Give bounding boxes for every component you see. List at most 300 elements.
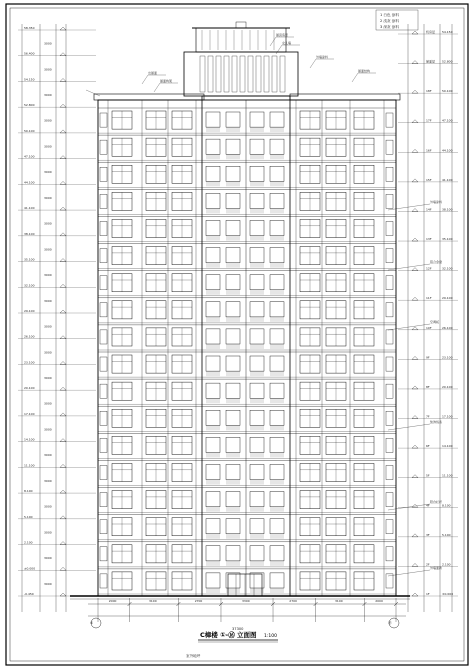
- edge-window: [386, 357, 393, 371]
- floor-height-label: 3000: [44, 144, 52, 149]
- window: [172, 328, 192, 346]
- window: [112, 138, 132, 156]
- core-window: [250, 275, 264, 290]
- window: [112, 355, 132, 373]
- edge-window: [100, 357, 107, 371]
- window: [300, 491, 320, 509]
- core-window: [206, 112, 220, 127]
- floor-height-label: 3000: [44, 221, 52, 226]
- window: [172, 463, 192, 481]
- window: [172, 436, 192, 454]
- bottom-dim-label: 2700: [289, 599, 297, 603]
- window: [172, 409, 192, 427]
- level-marker: [412, 61, 418, 64]
- bottom-dimension-lines: [88, 598, 406, 628]
- core-window: [226, 356, 240, 371]
- window: [146, 219, 166, 237]
- window: [112, 382, 132, 400]
- elevation-label: 5.100: [24, 514, 33, 519]
- window: [354, 463, 374, 481]
- left-dimension-column: [18, 24, 96, 612]
- edge-window: [100, 194, 107, 208]
- callout-leader: [86, 90, 100, 96]
- core-window: [250, 248, 264, 263]
- core-window: [250, 492, 264, 507]
- level-marker: [60, 439, 66, 442]
- level-marker: [60, 310, 66, 313]
- window: [300, 192, 320, 210]
- window: [326, 328, 346, 346]
- edge-window: [386, 167, 393, 181]
- core-window: [250, 302, 264, 317]
- core-window: [270, 329, 284, 344]
- roof-louver: [264, 56, 269, 92]
- roof-louver: [232, 56, 237, 92]
- window: [172, 219, 192, 237]
- floor-label: 13F: [426, 237, 432, 242]
- elevation-label: 8.100: [24, 489, 33, 494]
- core-window: [226, 275, 240, 290]
- floor-height-label: 3000: [44, 298, 52, 303]
- window: [112, 436, 132, 454]
- window: [354, 165, 374, 183]
- right-elevation-label: 47.100: [442, 118, 453, 123]
- window: [146, 545, 166, 563]
- bottom-dim-label: 2000: [108, 599, 117, 603]
- window: [112, 463, 132, 481]
- core-window: [250, 193, 264, 208]
- window: [354, 436, 374, 454]
- window: [112, 328, 132, 346]
- elevation-label: ±0.000: [24, 566, 36, 571]
- core-window: [270, 220, 284, 235]
- window: [112, 545, 132, 563]
- core-window: [206, 220, 220, 235]
- window: [172, 274, 192, 292]
- edge-window: [100, 384, 107, 398]
- core-window: [206, 275, 220, 290]
- axis-left-label: ①: [90, 621, 94, 625]
- edge-window: [100, 140, 107, 154]
- window: [326, 518, 346, 536]
- elevation-label: 52.800: [24, 103, 35, 108]
- window: [172, 301, 192, 319]
- core-window: [270, 546, 284, 561]
- callout-arrow: [310, 59, 316, 68]
- floor-height-label: 3000: [44, 247, 52, 252]
- core-window: [270, 356, 284, 371]
- window: [326, 165, 346, 183]
- edge-window: [100, 276, 107, 290]
- window: [146, 247, 166, 265]
- core-window: [250, 329, 264, 344]
- floor-label: 机房层: [426, 30, 436, 34]
- floor-height-label: 3000: [44, 453, 52, 458]
- right-elevation-label: 20.100: [442, 384, 453, 389]
- right-elevation-label: 17.100: [442, 414, 453, 419]
- left-cornice: [94, 94, 204, 100]
- level-marker: [412, 120, 418, 123]
- core-window: [226, 220, 240, 235]
- elevation-label: 32.100: [24, 283, 35, 288]
- window: [354, 138, 374, 156]
- level-marker: [412, 445, 418, 448]
- level-marker: [60, 413, 66, 416]
- right-elevation-label: 26.100: [442, 325, 453, 330]
- floor-label: 16F: [426, 148, 432, 153]
- window: [146, 138, 166, 156]
- floor-height-label: 3000: [44, 581, 52, 586]
- level-marker: [60, 464, 66, 467]
- level-marker: [60, 336, 66, 339]
- level-marker: [60, 259, 66, 262]
- window: [354, 247, 374, 265]
- edge-window: [100, 411, 107, 425]
- floor-height-label: 3000: [44, 530, 52, 535]
- level-marker: [60, 233, 66, 236]
- right-elevation-label: 52.800: [442, 59, 453, 64]
- bottom-dim-label: 3100: [335, 599, 343, 603]
- window: [300, 219, 320, 237]
- floor-label: 17F: [426, 118, 432, 123]
- level-marker: [412, 563, 418, 566]
- material-notes: [376, 10, 418, 30]
- right-callout-label: 装饰线条: [430, 420, 443, 424]
- level-marker: [412, 297, 418, 300]
- edge-window: [386, 140, 393, 154]
- floor-height-label: 3000: [44, 41, 52, 46]
- bottom-dim-label: 3100: [148, 599, 157, 603]
- right-callout-label: 空调板: [430, 320, 440, 324]
- roof-louver: [224, 56, 229, 92]
- edge-window: [386, 303, 393, 317]
- right-dimension-column: [398, 24, 458, 612]
- floor-height-label: 3000: [44, 401, 52, 406]
- window: [354, 192, 374, 210]
- window: [300, 138, 320, 156]
- core-window: [226, 112, 240, 127]
- core-window: [250, 519, 264, 534]
- floor-label: 4F: [426, 503, 430, 508]
- floor-label: 9F: [426, 355, 430, 360]
- right-elevation-label: 2.100: [442, 562, 451, 567]
- core-window: [206, 166, 220, 181]
- note-2: 2 浅灰 涂料: [380, 19, 399, 23]
- edge-window: [386, 194, 393, 208]
- elevation-label: 11.100: [24, 463, 35, 468]
- window: [146, 165, 166, 183]
- window: [146, 111, 166, 129]
- window: [172, 247, 192, 265]
- building-outline: [98, 100, 396, 596]
- elevation-label: 38.100: [24, 231, 35, 236]
- callout-leader: [388, 424, 430, 430]
- level-marker: [60, 53, 66, 56]
- edge-window: [100, 167, 107, 181]
- core-window: [226, 302, 240, 317]
- core-window: [206, 546, 220, 561]
- edge-window: [386, 465, 393, 479]
- window: [300, 111, 320, 129]
- floor-label: 7F: [426, 414, 430, 419]
- building-facade: [70, 94, 410, 599]
- core-window: [206, 248, 220, 263]
- window: [354, 328, 374, 346]
- core-window: [270, 437, 284, 452]
- edge-window: [386, 330, 393, 344]
- level-marker: [60, 284, 66, 287]
- window: [300, 545, 320, 563]
- right-elevation-label: 29.100: [442, 296, 453, 301]
- core-window: [206, 383, 220, 398]
- window: [300, 165, 320, 183]
- elevation-label: 41.100: [24, 206, 35, 211]
- level-marker: [412, 356, 418, 359]
- window: [326, 247, 346, 265]
- right-elevation-label: 41.100: [442, 177, 453, 182]
- core-window: [270, 248, 284, 263]
- roof-machine-room: [184, 52, 298, 96]
- right-elevation-label: 35.100: [442, 237, 453, 242]
- floor-height-label: 3000: [44, 376, 52, 381]
- core-window: [226, 248, 240, 263]
- window: [326, 409, 346, 427]
- window: [300, 247, 320, 265]
- roof-louver: [272, 56, 277, 92]
- edge-window: [386, 438, 393, 452]
- drawing-title: C樟楼 ①-⑯ 立面图: [200, 631, 257, 639]
- core-window: [270, 275, 284, 290]
- window: [146, 409, 166, 427]
- level-marker: [412, 327, 418, 330]
- edge-window: [100, 330, 107, 344]
- window: [172, 518, 192, 536]
- window: [326, 274, 346, 292]
- edge-window: [386, 221, 393, 235]
- callout-leader: [388, 204, 430, 210]
- window: [300, 572, 320, 590]
- edge-window: [100, 493, 107, 507]
- elevation-label: 44.100: [24, 180, 35, 185]
- window: [354, 491, 374, 509]
- core-window: [226, 166, 240, 181]
- core-window: [206, 492, 220, 507]
- core-window: [250, 112, 264, 127]
- bottom-total-dim: 37300: [232, 627, 244, 631]
- note-3: 3 深灰 涂料: [380, 25, 399, 29]
- core-window: [206, 573, 220, 588]
- window: [146, 491, 166, 509]
- floor-height-label: 3000: [44, 93, 52, 98]
- window: [112, 274, 132, 292]
- core-window: [250, 220, 264, 235]
- elevation-label: 20.100: [24, 386, 35, 391]
- elevation-label: 50.100: [24, 128, 35, 133]
- window: [112, 165, 132, 183]
- floor-label: 5F: [426, 473, 430, 478]
- window: [326, 301, 346, 319]
- roof-louver: [200, 56, 205, 92]
- level-marker: [412, 31, 418, 34]
- window: [146, 192, 166, 210]
- elevation-label: 23.100: [24, 360, 35, 365]
- core-window: [250, 437, 264, 452]
- floor-height-label: 3000: [44, 556, 52, 561]
- window: [146, 355, 166, 373]
- core-window: [206, 356, 220, 371]
- right-elevation-label: 11.100: [442, 473, 453, 478]
- core-window: [206, 519, 220, 534]
- window: [112, 518, 132, 536]
- elevation-label: 35.100: [24, 257, 35, 262]
- window: [326, 436, 346, 454]
- window: [172, 111, 192, 129]
- core-window: [226, 329, 240, 344]
- level-marker: [60, 104, 66, 107]
- core-window: [270, 166, 284, 181]
- elevation-label: 56.400: [24, 51, 35, 56]
- edge-window: [386, 249, 393, 263]
- note-1: 1 白色 涂料: [380, 13, 399, 17]
- window: [326, 572, 346, 590]
- bottom-dim-label: 2700: [194, 599, 203, 603]
- window: [146, 572, 166, 590]
- roof-louver: [256, 56, 261, 92]
- bottom-dim-label: 3300: [242, 599, 250, 603]
- right-elevation-label: 44.100: [442, 148, 453, 153]
- top-callout-label: 屋顶造型: [276, 33, 289, 37]
- floor-label: 12F: [426, 266, 432, 271]
- axis-right-label: ⑯: [388, 621, 392, 625]
- edge-window: [100, 520, 107, 534]
- right-elevation-label: 50.100: [442, 89, 453, 94]
- window: [172, 138, 192, 156]
- elevation-label: 2.100: [24, 540, 33, 545]
- bottom-note: 室外地坪: [186, 654, 201, 658]
- edge-window: [386, 520, 393, 534]
- level-marker: [60, 181, 66, 184]
- level-marker: [60, 542, 66, 545]
- core-window: [270, 492, 284, 507]
- core-window: [250, 383, 264, 398]
- window: [146, 274, 166, 292]
- right-cornice: [290, 94, 400, 100]
- floor-label: 2F: [426, 562, 430, 567]
- window: [300, 518, 320, 536]
- floor-height-label: 3000: [44, 324, 52, 329]
- level-marker: [60, 207, 66, 210]
- floor-height-label: 3000: [44, 350, 52, 355]
- floor-label: 1F: [426, 592, 430, 596]
- window: [354, 572, 374, 590]
- core-window: [226, 437, 240, 452]
- level-marker: [412, 475, 418, 478]
- edge-window: [100, 547, 107, 561]
- floor-height-label: 3000: [44, 170, 52, 175]
- edge-window: [386, 493, 393, 507]
- window: [172, 545, 192, 563]
- right-elevation-label: 23.100: [442, 355, 453, 360]
- core-window: [206, 139, 220, 154]
- floor-label: 10F: [426, 325, 432, 330]
- level-marker: [412, 208, 418, 211]
- drawing-title-block: [198, 630, 278, 642]
- core-window: [226, 383, 240, 398]
- window: [172, 192, 192, 210]
- floor-label: 18F: [426, 89, 432, 94]
- window: [300, 382, 320, 400]
- edge-window: [386, 384, 393, 398]
- window: [300, 463, 320, 481]
- edge-window: [100, 574, 107, 588]
- callout-leader: [388, 570, 430, 576]
- core-window: [270, 519, 284, 534]
- elevation-label: 26.100: [24, 334, 35, 339]
- callout-leader: [388, 504, 430, 510]
- level-marker: [412, 386, 418, 389]
- core-window: [206, 302, 220, 317]
- core-window: [226, 139, 240, 154]
- edge-window: [100, 438, 107, 452]
- window: [172, 165, 192, 183]
- level-marker: [412, 593, 418, 596]
- floor-height-label: 3000: [44, 427, 52, 432]
- level-marker: [412, 268, 418, 271]
- core-window: [270, 573, 284, 588]
- window: [146, 436, 166, 454]
- right-elevation-label: ±0.000: [442, 592, 454, 596]
- elevation-label: 58.350: [24, 26, 35, 30]
- core-window: [250, 546, 264, 561]
- window: [146, 301, 166, 319]
- floor-height-label: 3000: [44, 195, 52, 200]
- window: [172, 382, 192, 400]
- edge-window: [386, 276, 393, 290]
- window: [300, 301, 320, 319]
- window: [326, 382, 346, 400]
- core-window: [226, 519, 240, 534]
- window: [172, 572, 192, 590]
- window: [300, 355, 320, 373]
- level-marker: [412, 90, 418, 93]
- window: [300, 274, 320, 292]
- callout-leader: [388, 264, 430, 270]
- core-window: [226, 492, 240, 507]
- window: [112, 247, 132, 265]
- edge-window: [100, 249, 107, 263]
- window: [326, 192, 346, 210]
- window: [300, 436, 320, 454]
- top-callout-label: 外墙涂料: [316, 55, 329, 59]
- edge-window: [386, 547, 393, 561]
- edge-window: [386, 113, 393, 127]
- window: [112, 111, 132, 129]
- core-window: [270, 464, 284, 479]
- floor-label: 3F: [426, 532, 430, 537]
- core-window: [270, 410, 284, 425]
- window: [146, 382, 166, 400]
- window: [354, 274, 374, 292]
- core-window: [270, 302, 284, 317]
- level-marker: [60, 27, 66, 30]
- callout-arrow: [154, 83, 160, 92]
- right-elevation-label: 32.100: [442, 266, 453, 271]
- floor-label: 屋面层: [426, 59, 436, 64]
- window: [326, 355, 346, 373]
- elevation-label: 47.100: [24, 154, 35, 159]
- window: [354, 301, 374, 319]
- right-callout-label: 阳台栏杆: [430, 500, 443, 504]
